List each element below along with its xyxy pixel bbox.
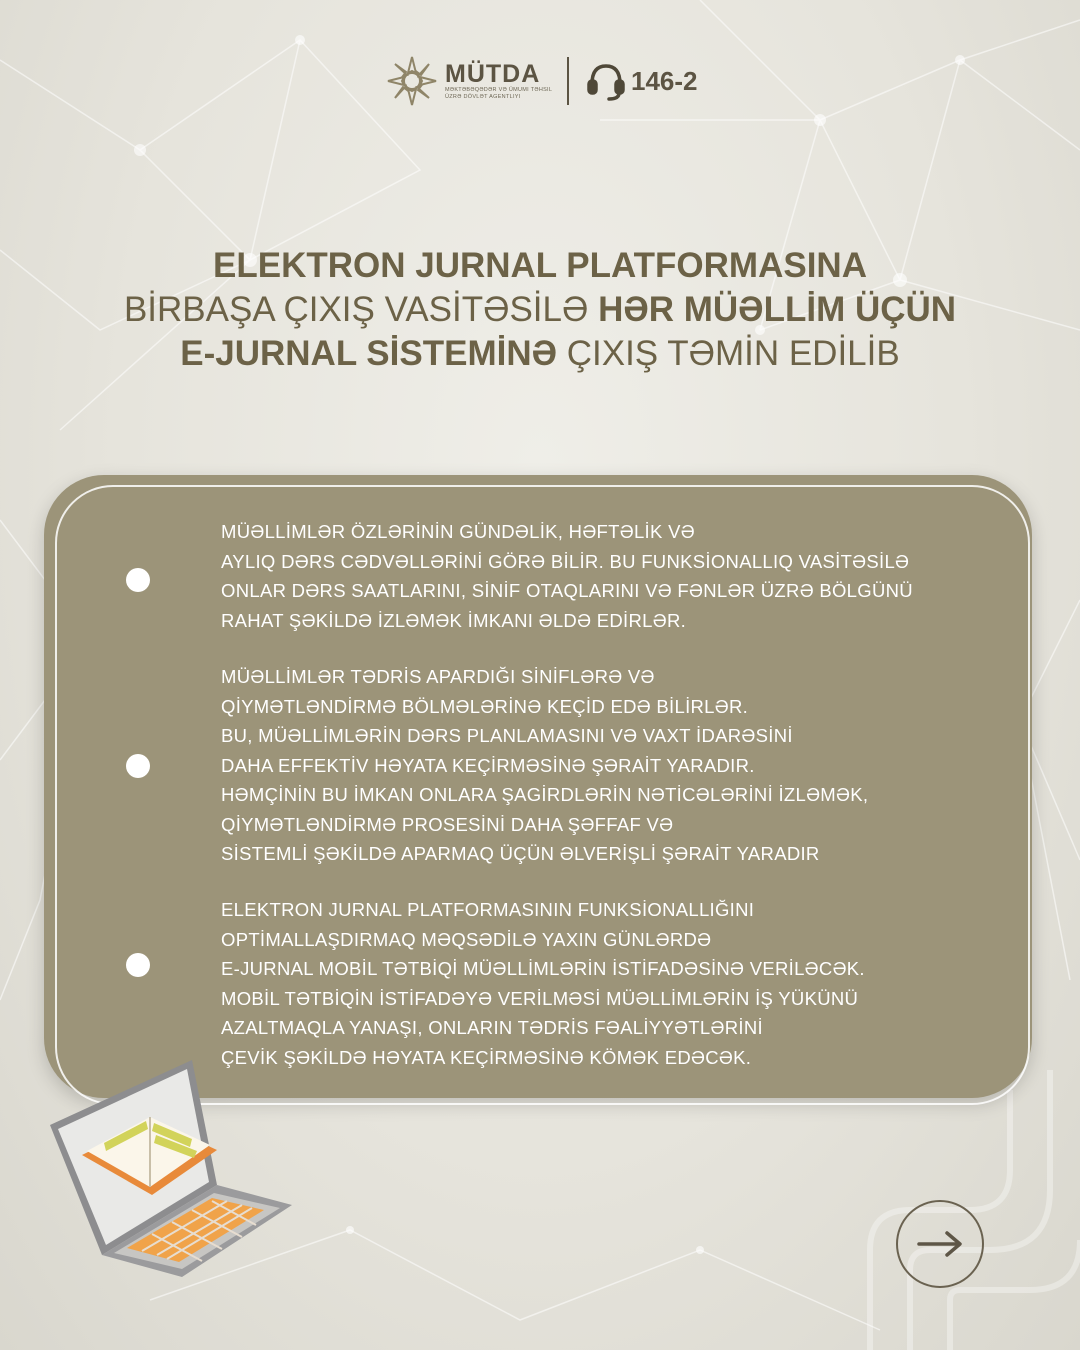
- headline-line-2: [60, 288, 1020, 332]
- headline-line-2-normal: BİRBAŞA ÇIXIŞ VASİTƏSİLƏ: [123, 290, 599, 329]
- hotline-number: 146-2: [631, 65, 698, 96]
- headline-line-2-bold: HƏR MÜƏLLİM ÜÇÜN: [598, 290, 957, 329]
- headline-line-3-normal: ÇIXIŞ TƏMİN EDİLİB: [557, 334, 900, 373]
- headline-line-3: [60, 332, 1020, 376]
- headline-line-1: ELEKTRON JURNAL PLATFORMASINA: [213, 246, 867, 285]
- header: [385, 52, 698, 110]
- mutda-logo-icon: [385, 54, 439, 108]
- brand-subtitle: MƏKTƏBƏQƏDƏR VƏ ÜMUMI TƏHSIL ÜZRƏ DÖVLƏT AGENTLIYI: [445, 87, 553, 100]
- list-item-text: MÜƏLLİMLƏR ÖZLƏRİNİN GÜNDƏLİK, HƏFTƏLİK VƏ AYLIQ DƏRS CƏDVƏLLƏRİNİ GÖRƏ BİLİR. BU FUNKSİONALLIQ VASİTƏSİLƏ ONLAR DƏRS SAATLARINI, SİNİF OTAQLARINI VƏ FƏNLƏR ÜZRƏ BÖLGÜNÜ RAHAT ŞƏKİLDƏ İZLƏMƏK İMKANI ƏLDƏ EDİRLƏR.: [221, 521, 913, 631]
- header-divider: [567, 57, 569, 105]
- laptop-book-icon: [42, 1055, 302, 1285]
- brand-name: MÜTDA: [445, 60, 541, 88]
- card-outline: [55, 485, 1030, 1105]
- brand: [445, 61, 557, 101]
- next-button[interactable]: [896, 1200, 984, 1288]
- list-item-text: ELEKTRON JURNAL PLATFORMASININ FUNKSİONALLIĞINI OPTİMALLAŞDIRMAQ MƏQSƏDİLƏ YAXIN GÜNLƏRDƏ E-JURNAL MOBİL TƏTBİQİ MÜƏLLİMLƏRİN İSTİFADƏSİNƏ VERİLƏCƏK. MOBİL TƏTBİQİN İSTİFADƏYƏ VERİLMƏSİ MÜƏLLİMLƏRİN İŞ YÜKÜNÜ AZALTMAQLA YANAŞI, ONLARIN TƏDRİS FƏALİYYƏTLƏRİNİ ÇEVİK ŞƏKİLDƏ HƏYATA KEÇİRMƏSİNƏ KÖMƏK EDƏCƏK.: [221, 899, 865, 1068]
- headline-line-3-bold: E-JURNAL SİSTEMİNƏ: [180, 334, 558, 373]
- list-item-text: MÜƏLLİMLƏR TƏDRİS APARDIĞI SİNİFLƏRƏ VƏ QİYMƏTLƏNDİRMƏ BÖLMƏLƏRİNƏ KEÇİD EDƏ BİLİRLƏR. BU, MÜƏLLİMLƏRİN DƏRS PLANLAMASINI VƏ VAXT İDARƏSİNİ DAHA EFFEKTİV HƏYATA KEÇİRMƏSİNƏ ŞƏRAİT YARADIR. HƏMÇİNİN BU İMKAN ONLARA ŞAGİRDLƏRİN NƏTİCƏLƏRİNİ İZLƏMƏK, QİYMƏTLƏNDİRMƏ PROSESİNİ DAHA ŞƏFFAF VƏ SİSTEMLİ ŞƏKİLDƏ APARMAQ ÜÇÜN ƏLVERİŞLİ ŞƏRAİT YARADIR: [221, 666, 869, 864]
- headline: [60, 244, 1020, 376]
- arrow-right-icon: [915, 1229, 965, 1259]
- headset-icon: [585, 60, 627, 102]
